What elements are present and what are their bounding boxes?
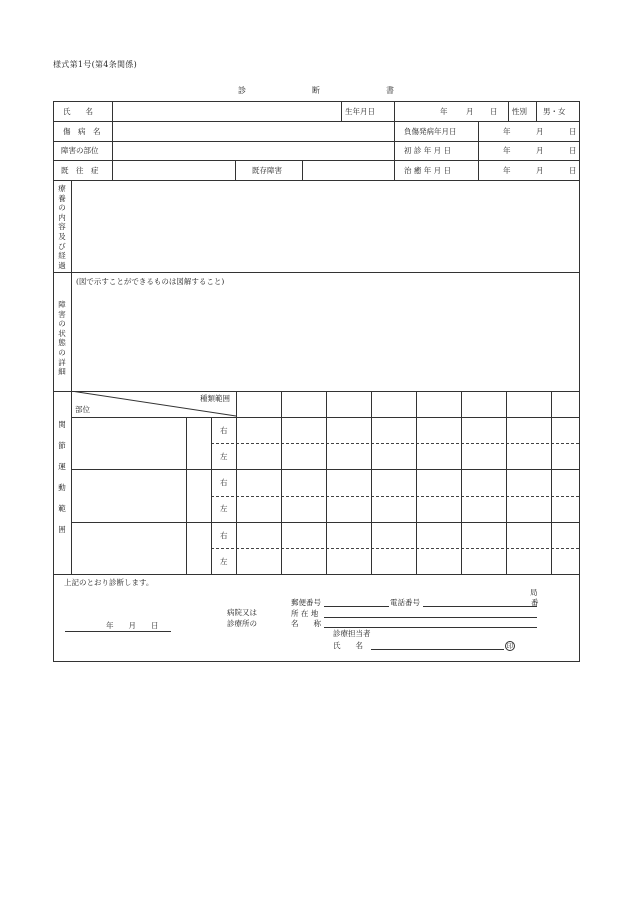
cured-year: 年: [503, 166, 511, 175]
name-field[interactable]: [114, 103, 340, 120]
sex-options[interactable]: 男・女: [543, 107, 566, 116]
sign-date[interactable]: 年 月 日: [106, 621, 159, 630]
document-title: [232, 85, 402, 97]
injury-month: 月: [536, 127, 544, 136]
first-visit-label: 初 診 年 月 日: [404, 146, 452, 155]
injury-day: 日: [569, 127, 577, 136]
hospital-label-1: 病院又は: [227, 608, 257, 617]
rom-label: 関節運動範囲: [58, 420, 66, 534]
form-number: 様式第1号(第4条関係): [53, 60, 138, 69]
condition-note: (図で示すことができるものは図解すること): [76, 277, 225, 286]
site-field[interactable]: [114, 143, 392, 159]
first-visit-month: 月: [536, 146, 544, 155]
name-label: 氏 名: [63, 107, 93, 116]
existing-label: 既存障害: [252, 166, 282, 175]
sex-label: 性別: [512, 107, 527, 116]
part-label: 部位: [75, 405, 90, 414]
statement: 上記のとおり診断します。: [64, 578, 154, 587]
cured-label: 治 癒 年 月 日: [404, 166, 452, 175]
ban-label: 番: [531, 598, 539, 607]
treatment-field[interactable]: [73, 182, 578, 271]
right-label-1: 右: [220, 426, 228, 435]
title-char-3: 書: [386, 86, 394, 95]
kyoku-label: 局: [530, 588, 538, 597]
existing-field[interactable]: [304, 162, 392, 179]
injury-date-label: 負傷発病年月日: [404, 127, 457, 136]
left-label-3: 左: [220, 557, 228, 566]
postal-label: 郵便番号: [291, 598, 321, 607]
title-char-2: 断: [312, 86, 320, 95]
dob-day: 日: [490, 107, 498, 116]
phone-label: 電話番号: [390, 598, 420, 607]
doctor-label: 診療担当者: [333, 629, 371, 638]
cured-month: 月: [536, 166, 544, 175]
address-label: 所 在 地: [291, 609, 319, 618]
site-label: 障害の部位: [61, 146, 99, 155]
disease-label: 傷 病 名: [63, 127, 101, 136]
certificate-form: [53, 101, 580, 662]
left-label-1: 左: [220, 452, 228, 461]
cured-day: 日: [569, 166, 577, 175]
disease-field[interactable]: [114, 123, 392, 140]
history-field[interactable]: [114, 162, 234, 179]
doctor-name-label: 氏 名: [333, 641, 363, 650]
right-label-2: 右: [220, 478, 228, 487]
right-label-3: 右: [220, 531, 228, 540]
facility-name-label: 名 称: [291, 619, 321, 628]
seal-mark: 印: [506, 642, 514, 650]
title-char-1: 診: [238, 86, 246, 95]
treatment-label: 療養の内容及び経過: [58, 184, 66, 270]
history-label: 既 往 症: [61, 166, 99, 175]
dob-year: 年: [440, 107, 448, 116]
dob-month: 月: [466, 107, 474, 116]
condition-label: 障害の状態の詳細: [58, 300, 66, 377]
injury-year: 年: [503, 127, 511, 136]
type-range-label: 種類範囲: [200, 394, 230, 403]
first-visit-day: 日: [569, 146, 577, 155]
condition-field[interactable]: [73, 290, 578, 390]
hospital-label-2: 診療所の: [227, 619, 257, 628]
dob-label: 生年月日: [345, 107, 375, 116]
first-visit-year: 年: [503, 146, 511, 155]
left-label-2: 左: [220, 504, 228, 513]
